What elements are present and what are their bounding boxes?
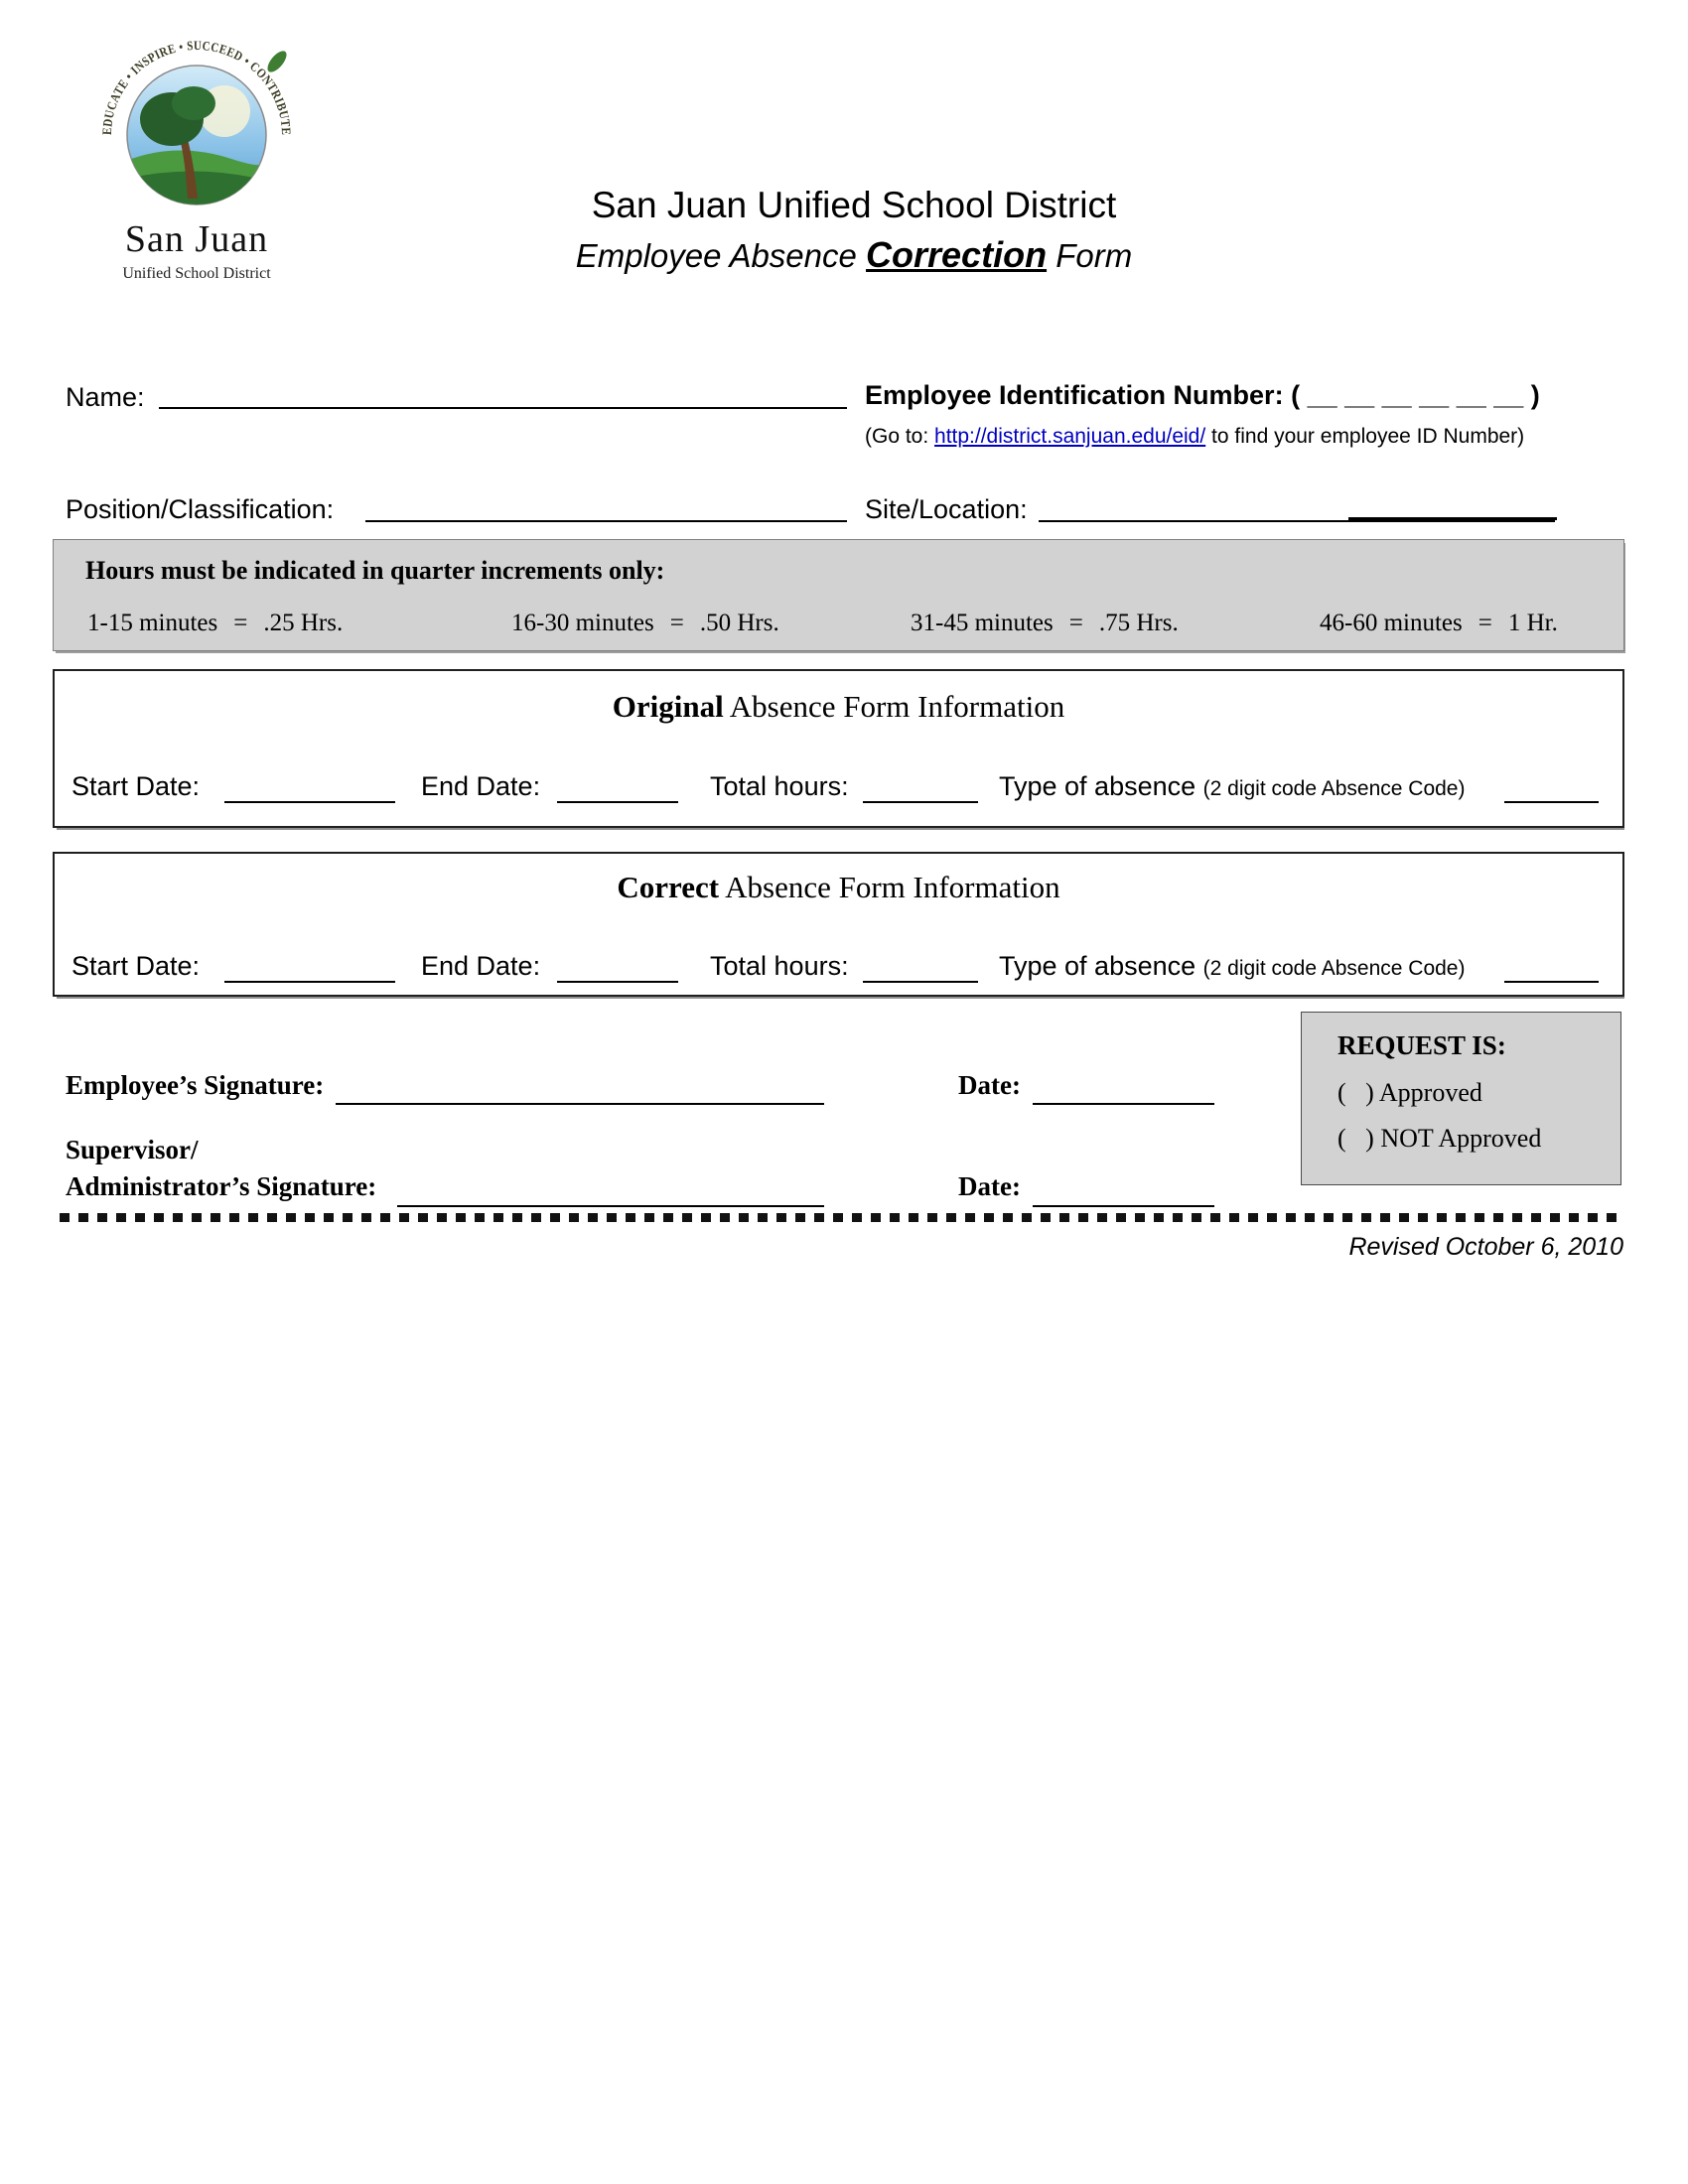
original-title-rest: Absence Form Information [723, 689, 1065, 724]
correct-title-rest: Absence Form Information [719, 870, 1060, 904]
supervisor-label-line2: Administrator’s Signature: [66, 1171, 377, 1201]
position-line [365, 482, 847, 522]
original-end-date-label: End Date: [421, 771, 541, 801]
increment-q2-value: .50 Hrs. [699, 610, 779, 636]
subtitle-correction: Correction [866, 234, 1048, 275]
original-title-emphasis: Original [612, 689, 724, 724]
supervisor-date-line [1033, 1169, 1214, 1207]
correct-start-date-line [224, 945, 395, 983]
request-approved-option: ( ) Approved [1337, 1078, 1482, 1107]
correct-section-title [55, 870, 1622, 905]
eid-link[interactable]: http://district.sanjuan.edu/eid/ [934, 425, 1206, 448]
dashed-separator [60, 1213, 1624, 1222]
original-type-label-text: Type of absence [999, 771, 1203, 801]
original-section-title [55, 689, 1622, 725]
correct-start-date-label: Start Date: [71, 951, 201, 981]
supervisor-date-label: Date: [958, 1171, 1021, 1201]
correct-type-line [1504, 945, 1599, 983]
original-type-line [1504, 765, 1599, 803]
correct-total-hours-label: Total hours: [710, 951, 849, 981]
correct-total-hours-line [863, 945, 978, 983]
supervisor-label-line1: Supervisor/ [66, 1135, 199, 1164]
correct-type-label [999, 951, 1465, 982]
logo-seal-icon [82, 40, 311, 210]
original-total-hours-label: Total hours: [710, 771, 849, 801]
form-title: San Juan Unified School District [591, 185, 1117, 225]
correct-end-date-line [557, 945, 678, 983]
increment-q3-range: 31-45 minutes [911, 610, 1054, 636]
employee-date-line [1033, 1067, 1214, 1105]
increment-q1-range: 1-15 minutes [87, 610, 218, 636]
request-heading: REQUEST IS: [1337, 1030, 1506, 1060]
original-type-note: (2 digit code Absence Code) [1202, 777, 1466, 800]
correct-type-label-text: Type of absence [999, 951, 1203, 981]
original-total-hours-line [863, 765, 978, 803]
name-line [159, 369, 847, 409]
district-logo [77, 40, 316, 283]
increment-q3 [911, 610, 1179, 637]
logo-arc-text: EDUCATE • INSPIRE • SUCCEED • CONTRIBUTE [98, 40, 295, 137]
original-type-label [999, 771, 1465, 802]
supervisor-signature-line [397, 1169, 824, 1207]
increment-q1 [87, 610, 343, 637]
site-label: Site/Location: [865, 494, 1028, 524]
position-label: Position/Classification: [66, 494, 335, 524]
increment-q4-range: 46-60 minutes [1320, 610, 1463, 636]
equals-sign: = [1477, 610, 1492, 636]
increment-q1-value: .25 Hrs. [263, 610, 344, 636]
revised-note: Revised October 6, 2010 [1348, 1233, 1623, 1261]
form-subtitle [467, 234, 1241, 276]
site-line-heavy [1348, 480, 1557, 520]
increment-q4-value: 1 Hr. [1507, 610, 1558, 636]
original-start-date-line [224, 765, 395, 803]
employee-id-blanks: : ( __ __ __ __ __ __ ) [1274, 380, 1540, 410]
hours-notice-box [53, 539, 1624, 651]
employee-date-label: Date: [958, 1070, 1021, 1100]
request-box [1301, 1012, 1621, 1185]
employee-id-note [865, 425, 1524, 449]
name-label: Name: [66, 382, 145, 412]
employee-signature-line [336, 1067, 824, 1105]
increment-q4 [1320, 610, 1558, 637]
correct-section [53, 852, 1624, 997]
correct-title-emphasis: Correct [617, 870, 720, 904]
increment-q2 [511, 610, 779, 637]
employee-id-label-bold: Employee Identification Number [865, 380, 1275, 410]
eid-note-suffix: to find your employee ID Number) [1205, 425, 1525, 448]
subtitle-prefix: Employee Absence [575, 237, 867, 274]
logo-subtitle: Unified School District [122, 265, 271, 282]
increment-q3-value: .75 Hrs. [1098, 610, 1179, 636]
subtitle-suffix: Form [1047, 237, 1133, 274]
original-end-date-line [557, 765, 678, 803]
logo-wordmark: San Juan [124, 218, 269, 260]
employee-id-label [865, 380, 1540, 411]
equals-sign: = [1068, 610, 1083, 636]
equals-sign: = [233, 610, 248, 636]
eid-note-prefix: (Go to: [865, 425, 935, 448]
correct-type-note: (2 digit code Absence Code) [1202, 957, 1466, 980]
form-header [467, 185, 1241, 276]
employee-signature-label: Employee’s Signature: [66, 1070, 325, 1100]
original-section [53, 669, 1624, 828]
request-not-approved-option: ( ) NOT Approved [1337, 1124, 1542, 1153]
equals-sign: = [669, 610, 684, 636]
increment-q2-range: 16-30 minutes [511, 610, 654, 636]
correct-end-date-label: End Date: [421, 951, 541, 981]
original-start-date-label: Start Date: [71, 771, 201, 801]
hours-notice-heading: Hours must be indicated in quarter increments only: [85, 556, 665, 585]
